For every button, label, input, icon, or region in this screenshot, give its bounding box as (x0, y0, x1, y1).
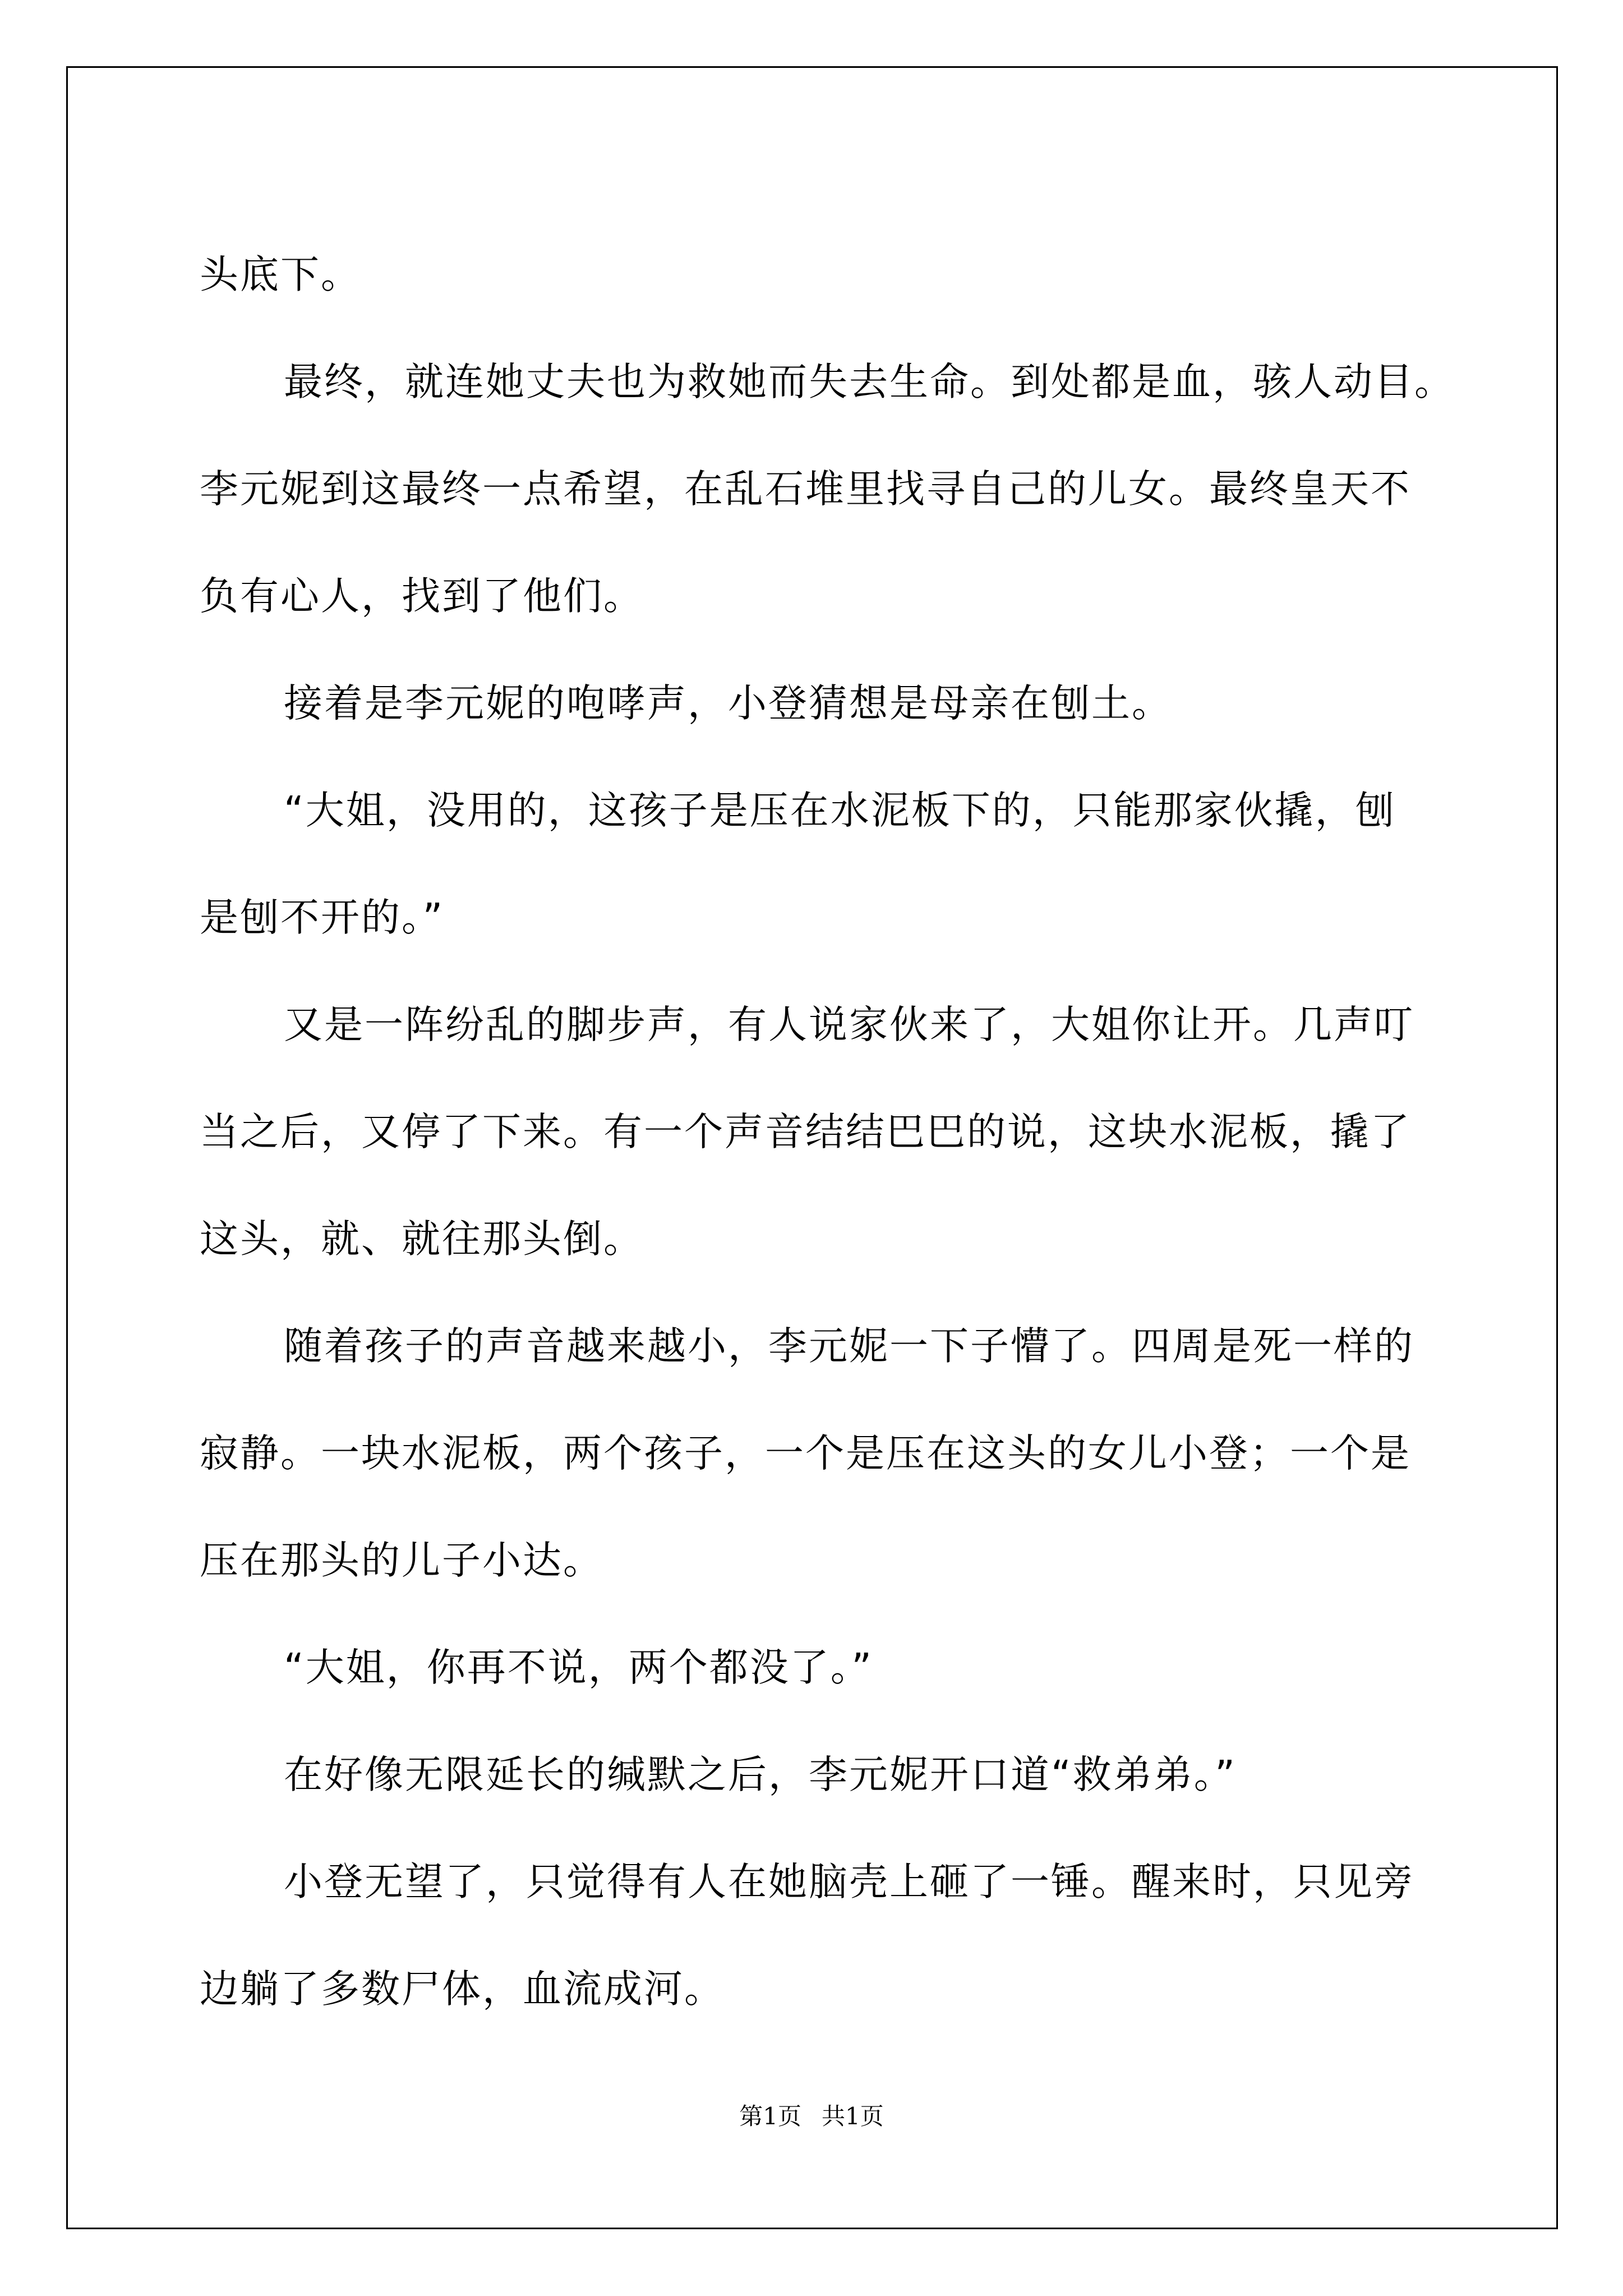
text-line-15: 在好像无限延长的缄默之后，李元妮开口道“救弟弟。” (284, 1752, 1237, 1797)
text-line-14: “大姐，你再不说，两个都没了。” (284, 1645, 873, 1690)
text-line-13: 压在那头的儿子小达。 (200, 1538, 603, 1583)
page-number: 第1页 (739, 2102, 801, 2130)
text-line-5: 接着是李元妮的咆哮声，小登猜想是母亲在刨土。 (284, 681, 1172, 726)
text-line-9: 当之后，又停了下来。有一个声音结结巴巴的说，这块水泥板，撬了 (200, 1110, 1411, 1154)
text-line-16: 小登无望了，只觉得有人在她脑壳上砸了一锤。醒来时，只见旁 (284, 1860, 1414, 1904)
text-line-2: 最终，就连她丈夫也为救她而失去生命。到处都是血，骇人动目。 (284, 360, 1455, 404)
text-line-8: 又是一阵纷乱的脚步声，有人说家伙来了，大姐你让开。几声叮 (284, 1002, 1414, 1047)
text-line-6: “大姐，没用的，这孩子是压在水泥板下的，只能那家伙撬，刨 (284, 788, 1396, 833)
page-footer (0, 2102, 1623, 2131)
text-line-1: 头底下。 (200, 252, 361, 297)
text-block (200, 222, 1455, 2043)
text-line-3: 李元妮到这最终一点希望，在乱石堆里找寻自己的儿女。最终皇天不 (200, 467, 1411, 512)
page-total: 共1页 (822, 2102, 884, 2130)
text-line-12: 寂静。一块水泥板，两个孩子，一个是压在这头的女儿小登；一个是 (200, 1431, 1411, 1476)
text-line-17: 边躺了多数尸体，血流成河。 (200, 1967, 725, 2012)
text-line-11: 随着孩子的声音越来越小，李元妮一下子懵了。四周是死一样的 (284, 1324, 1414, 1369)
text-line-4: 负有心人，找到了他们。 (200, 574, 644, 619)
text-line-7: 是刨不开的。” (200, 895, 445, 940)
text-line-10: 这头，就、就往那头倒。 (200, 1217, 644, 1262)
document-body (200, 222, 1455, 2043)
